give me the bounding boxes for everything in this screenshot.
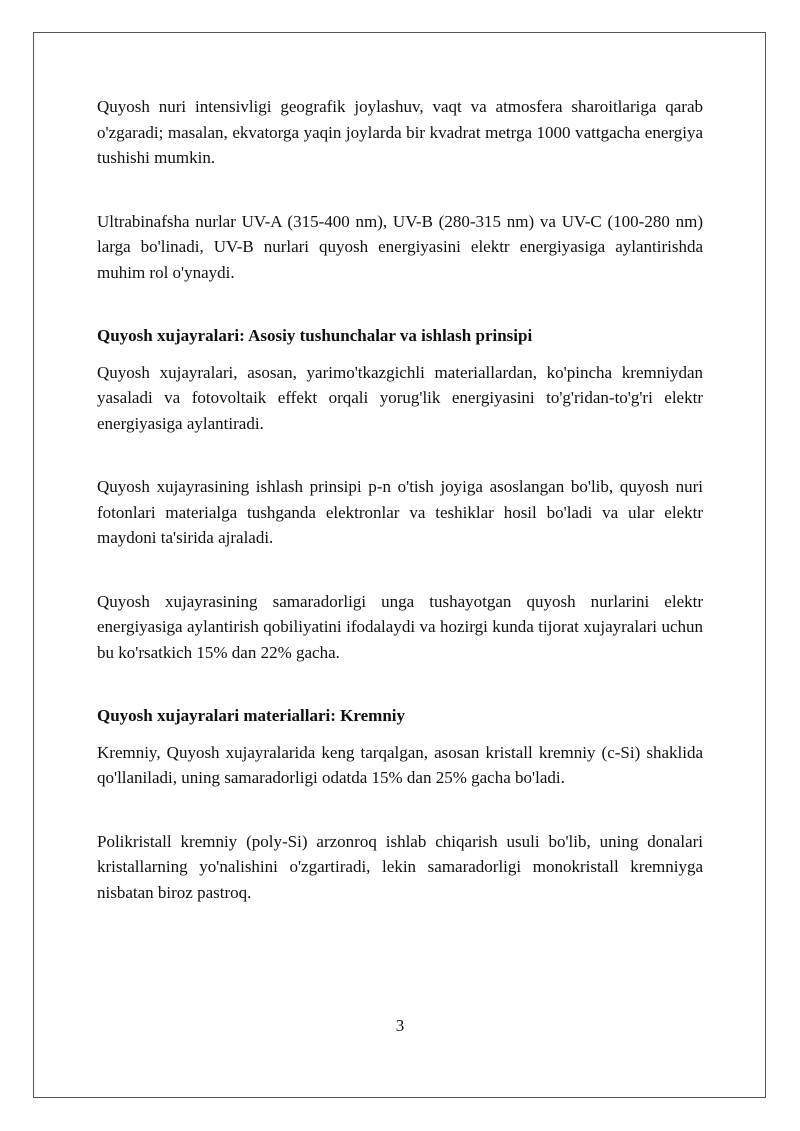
paragraph-pn-junction: Quyosh xujayrasining ishlash prinsipi p-n o'tish joyiga asoslangan bo'lib, quyosh nuri fotonlari materialga tushganda elektronlar va teshiklar hosil bo'ladi va ular elektr maydoni ta'sirida ajraladi. [97, 477, 703, 547]
paragraph-solar-cells-materials: Quyosh xujayralari, asosan, yarimo'tkazgichli materiallardan, ko'pincha kremniydan yasaladi va fotovoltaik effekt orqali yorug'lik energiyasini to'g'ridan-to'g'ri elektr energiyasiga aylantiradi. [97, 362, 703, 433]
paragraph-polycrystalline-silicon: Polikristall kremniy (poly-Si) arzonroq ishlab chiqarish usuli bo'lib, uning donalari kristallarning yo'nalishini o'zgartiradi, lekin samaradorligi monokristall kremniyga nisbatan biroz pastroq. [97, 831, 703, 902]
paragraph-ultraviolet: Ultrabinafsha nurlar UV-A (315-400 nm), UV-B (280-315 nm) va UV-C (100-280 nm) larga bo'linadi, UV-B nurlari quyosh energiyasini elektr energiyasiga aylantirishda muhim rol o'ynaydi. [97, 211, 703, 282]
section-heading-solar-cells: Quyosh xujayralari: Asosiy tushunchalar va ishlash prinsipi [97, 326, 533, 345]
section-heading-silicon: Quyosh xujayralari materiallari: Kremniy [97, 706, 406, 725]
paragraph-efficiency: Quyosh xujayrasining samaradorligi unga tushayotgan quyosh nurlarini elektr energiyasiga aylantirish qobiliyatini ifodalaydi va hozirgi kunda tijorat xujayralari uchun bu ko'rsatkich 15% dan 22% gacha. [97, 591, 703, 662]
paragraph-solar-intensity: Quyosh nuri intensivligi geografik joylashuv, vaqt va atmosfera sharoitlariga qarab o'zgaradi; masalan, ekvatorga yaqin joylarda bir kvadrat metrga 1000 vattgacha energiya tushishi mumkin. [97, 97, 703, 167]
page-number: 3 [395, 1016, 405, 1035]
document-body [97, 94, 703, 905]
paragraph-crystalline-silicon: Kremniy, Quyosh xujayralarida keng tarqalgan, asosan kristall kremniy (c-Si) shaklida qo'llaniladi, uning samaradorligi odatda 15% dan 25% gacha bo'ladi. [97, 742, 703, 787]
